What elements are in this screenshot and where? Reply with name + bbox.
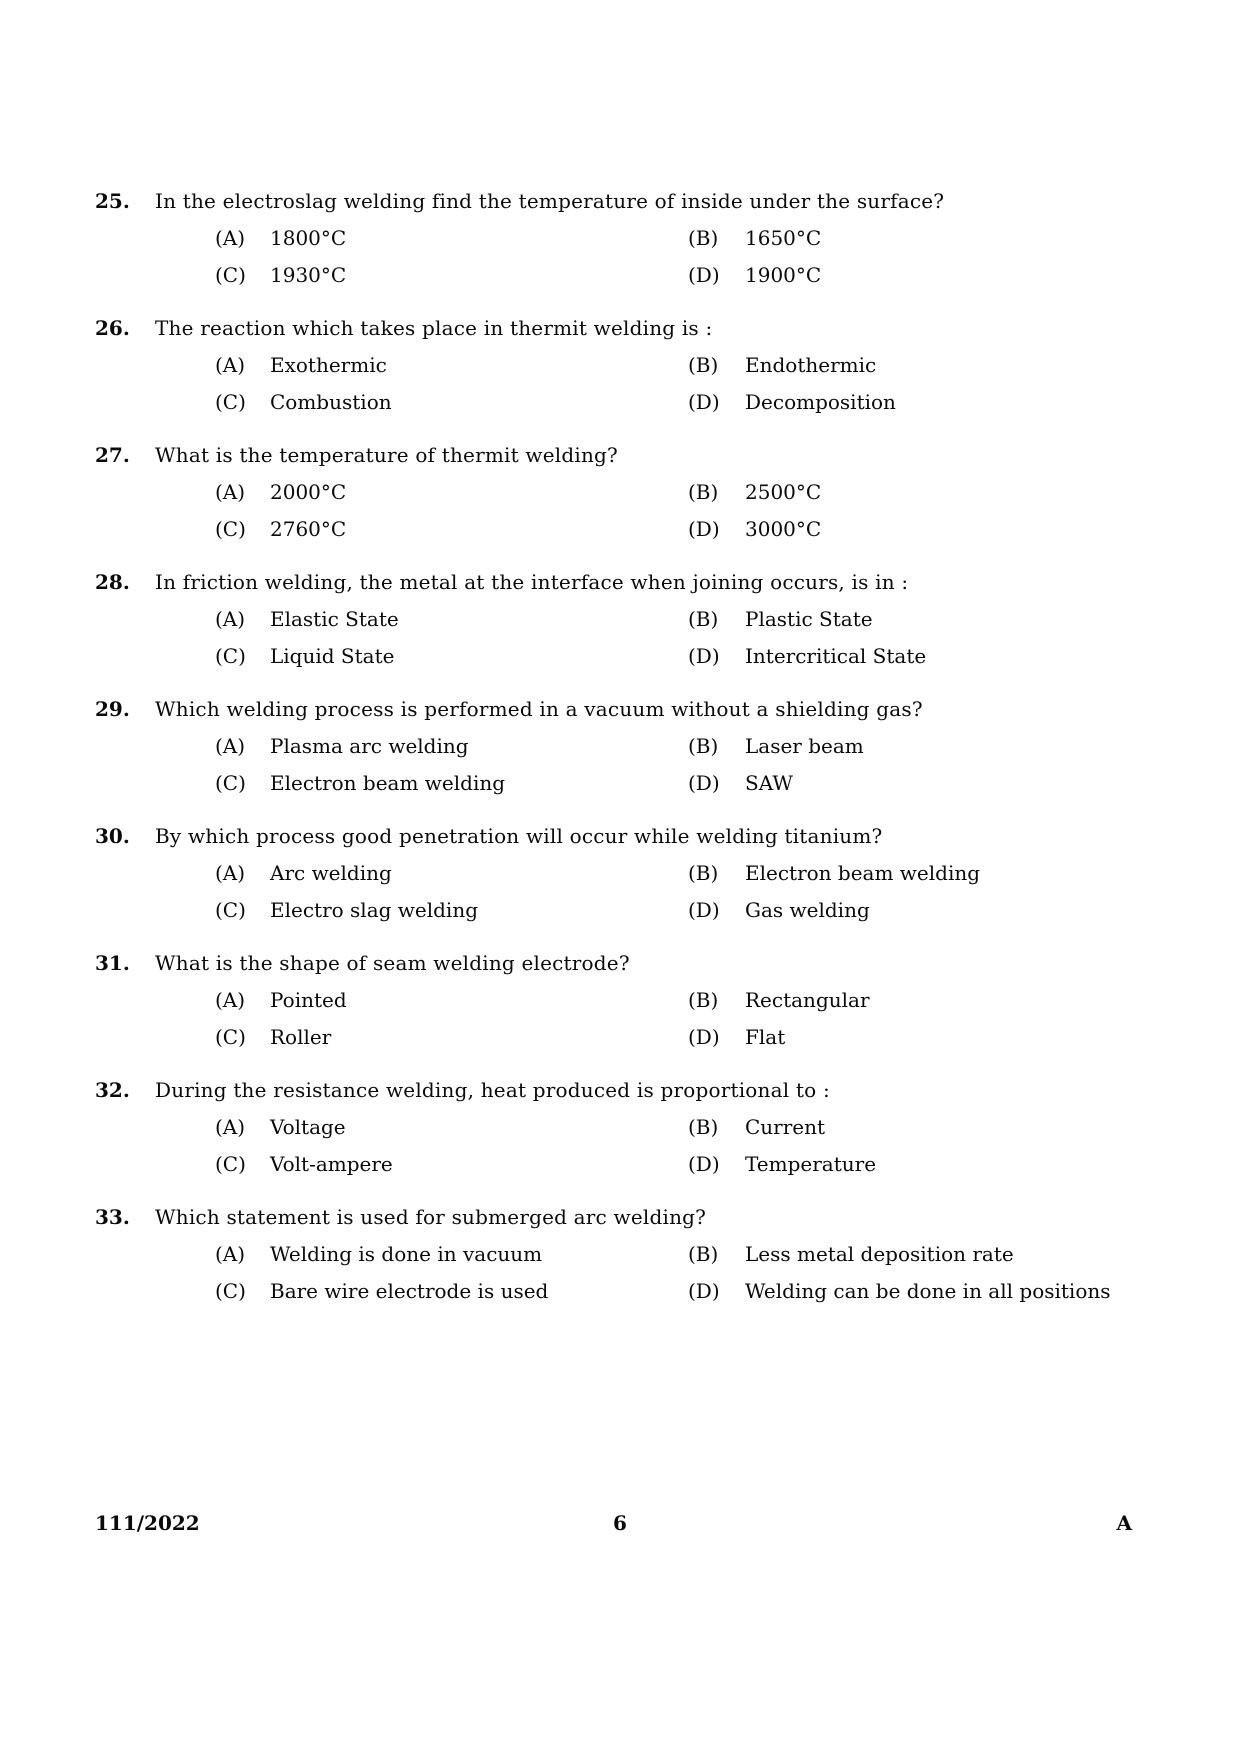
option-label: (C) <box>215 898 246 922</box>
option-text: Liquid State <box>270 644 395 668</box>
option-text: Arc welding <box>270 861 392 885</box>
option-text: 1650°C <box>745 226 822 250</box>
option-text: Voltage <box>270 1115 346 1139</box>
question-33 <box>95 1199 1180 1310</box>
option-text: Plasma arc welding <box>270 734 469 758</box>
options-grid <box>215 220 1180 294</box>
option-label: (B) <box>688 861 719 885</box>
option-label: (D) <box>688 898 720 922</box>
options-grid <box>215 982 1180 1056</box>
option-label: (B) <box>688 607 719 631</box>
question-text: By which process good penetration will occur while welding titanium? <box>155 824 883 848</box>
question-28 <box>95 564 1180 675</box>
option-text: Endothermic <box>745 353 877 377</box>
option-label: (A) <box>215 607 246 631</box>
option-label: (C) <box>215 1025 246 1049</box>
option-text: 1800°C <box>270 226 347 250</box>
footer-booklet-code: 111/2022 <box>95 1511 200 1535</box>
option-label: (B) <box>688 226 719 250</box>
question-text: What is the shape of seam welding electrode? <box>155 951 630 975</box>
option-label: (A) <box>215 861 246 885</box>
question-number: 25. <box>95 189 130 213</box>
option-label: (D) <box>688 390 720 414</box>
option-text: 3000°C <box>745 517 822 541</box>
question-27 <box>95 437 1180 548</box>
option-label: (C) <box>215 263 246 287</box>
option-label: (C) <box>215 1152 246 1176</box>
option-text: Less metal deposition rate <box>745 1242 1014 1266</box>
option-text: 2500°C <box>745 480 822 504</box>
question-text: Which welding process is performed in a vacuum without a shielding gas? <box>155 697 923 721</box>
option-text: Combustion <box>270 390 392 414</box>
question-number: 32. <box>95 1078 130 1102</box>
option-text: Temperature <box>745 1152 877 1176</box>
options-grid <box>215 1236 1180 1310</box>
option-text: 2760°C <box>270 517 347 541</box>
option-text: Volt-ampere <box>270 1152 393 1176</box>
question-number: 29. <box>95 697 130 721</box>
options-grid <box>215 1109 1180 1183</box>
option-label: (C) <box>215 390 246 414</box>
option-text: Bare wire electrode is used <box>270 1279 549 1303</box>
option-text: Elastic State <box>270 607 399 631</box>
question-number: 31. <box>95 951 130 975</box>
question-31 <box>95 945 1180 1056</box>
option-label: (B) <box>688 480 719 504</box>
option-text: Flat <box>745 1025 786 1049</box>
question-26 <box>95 310 1180 421</box>
option-text: Electron beam welding <box>270 771 506 795</box>
option-label: (D) <box>688 1279 720 1303</box>
footer-version-code: A <box>1116 1511 1132 1535</box>
option-label: (C) <box>215 1279 246 1303</box>
option-label: (A) <box>215 1242 246 1266</box>
options-grid <box>215 347 1180 421</box>
option-label: (A) <box>215 1115 246 1139</box>
question-number: 33. <box>95 1205 130 1229</box>
option-text: Current <box>745 1115 826 1139</box>
option-text: Electron beam welding <box>745 861 981 885</box>
question-number: 26. <box>95 316 130 340</box>
option-label: (D) <box>688 1025 720 1049</box>
option-label: (A) <box>215 988 246 1012</box>
option-label: (D) <box>688 1152 720 1176</box>
question-text: During the resistance welding, heat produced is proportional to : <box>155 1078 830 1102</box>
option-text: 1930°C <box>270 263 347 287</box>
question-text: The reaction which takes place in thermit welding is : <box>155 316 713 340</box>
option-text: Welding is done in vacuum <box>270 1242 543 1266</box>
question-number: 27. <box>95 443 130 467</box>
question-text: What is the temperature of thermit welding? <box>155 443 618 467</box>
option-label: (C) <box>215 517 246 541</box>
option-text: Welding can be done in all positions <box>745 1279 1111 1303</box>
option-text: 2000°C <box>270 480 347 504</box>
option-label: (D) <box>688 644 720 668</box>
option-label: (D) <box>688 263 720 287</box>
option-label: (C) <box>215 644 246 668</box>
option-text: Plastic State <box>745 607 873 631</box>
question-text: In friction welding, the metal at the interface when joining occurs, is in : <box>155 570 909 594</box>
options-grid <box>215 728 1180 802</box>
option-text: Laser beam <box>745 734 864 758</box>
option-label: (B) <box>688 1242 719 1266</box>
option-text: SAW <box>745 771 793 795</box>
option-label: (A) <box>215 353 246 377</box>
question-30 <box>95 818 1180 929</box>
option-label: (A) <box>215 734 246 758</box>
question-text: In the electroslag welding find the temperature of inside under the surface? <box>155 189 945 213</box>
option-label: (B) <box>688 988 719 1012</box>
options-grid <box>215 855 1180 929</box>
question-25 <box>95 183 1180 294</box>
option-label: (C) <box>215 771 246 795</box>
option-label: (B) <box>688 734 719 758</box>
option-text: Electro slag welding <box>270 898 479 922</box>
options-grid <box>215 601 1180 675</box>
option-text: Decomposition <box>745 390 896 414</box>
option-label: (D) <box>688 771 720 795</box>
question-32 <box>95 1072 1180 1183</box>
option-label: (A) <box>215 480 246 504</box>
question-29 <box>95 691 1180 802</box>
option-label: (B) <box>688 1115 719 1139</box>
option-text: Exothermic <box>270 353 387 377</box>
option-label: (A) <box>215 226 246 250</box>
option-text: 1900°C <box>745 263 822 287</box>
option-text: Roller <box>270 1025 332 1049</box>
options-grid <box>215 474 1180 548</box>
option-text: Intercritical State <box>745 644 927 668</box>
question-number: 28. <box>95 570 130 594</box>
question-text: Which statement is used for submerged arc welding? <box>155 1205 707 1229</box>
option-label: (D) <box>688 517 720 541</box>
footer-page-number: 6 <box>613 1511 627 1535</box>
option-text: Pointed <box>270 988 347 1012</box>
option-text: Gas welding <box>745 898 870 922</box>
option-text: Rectangular <box>745 988 870 1012</box>
question-number: 30. <box>95 824 130 848</box>
option-label: (B) <box>688 353 719 377</box>
